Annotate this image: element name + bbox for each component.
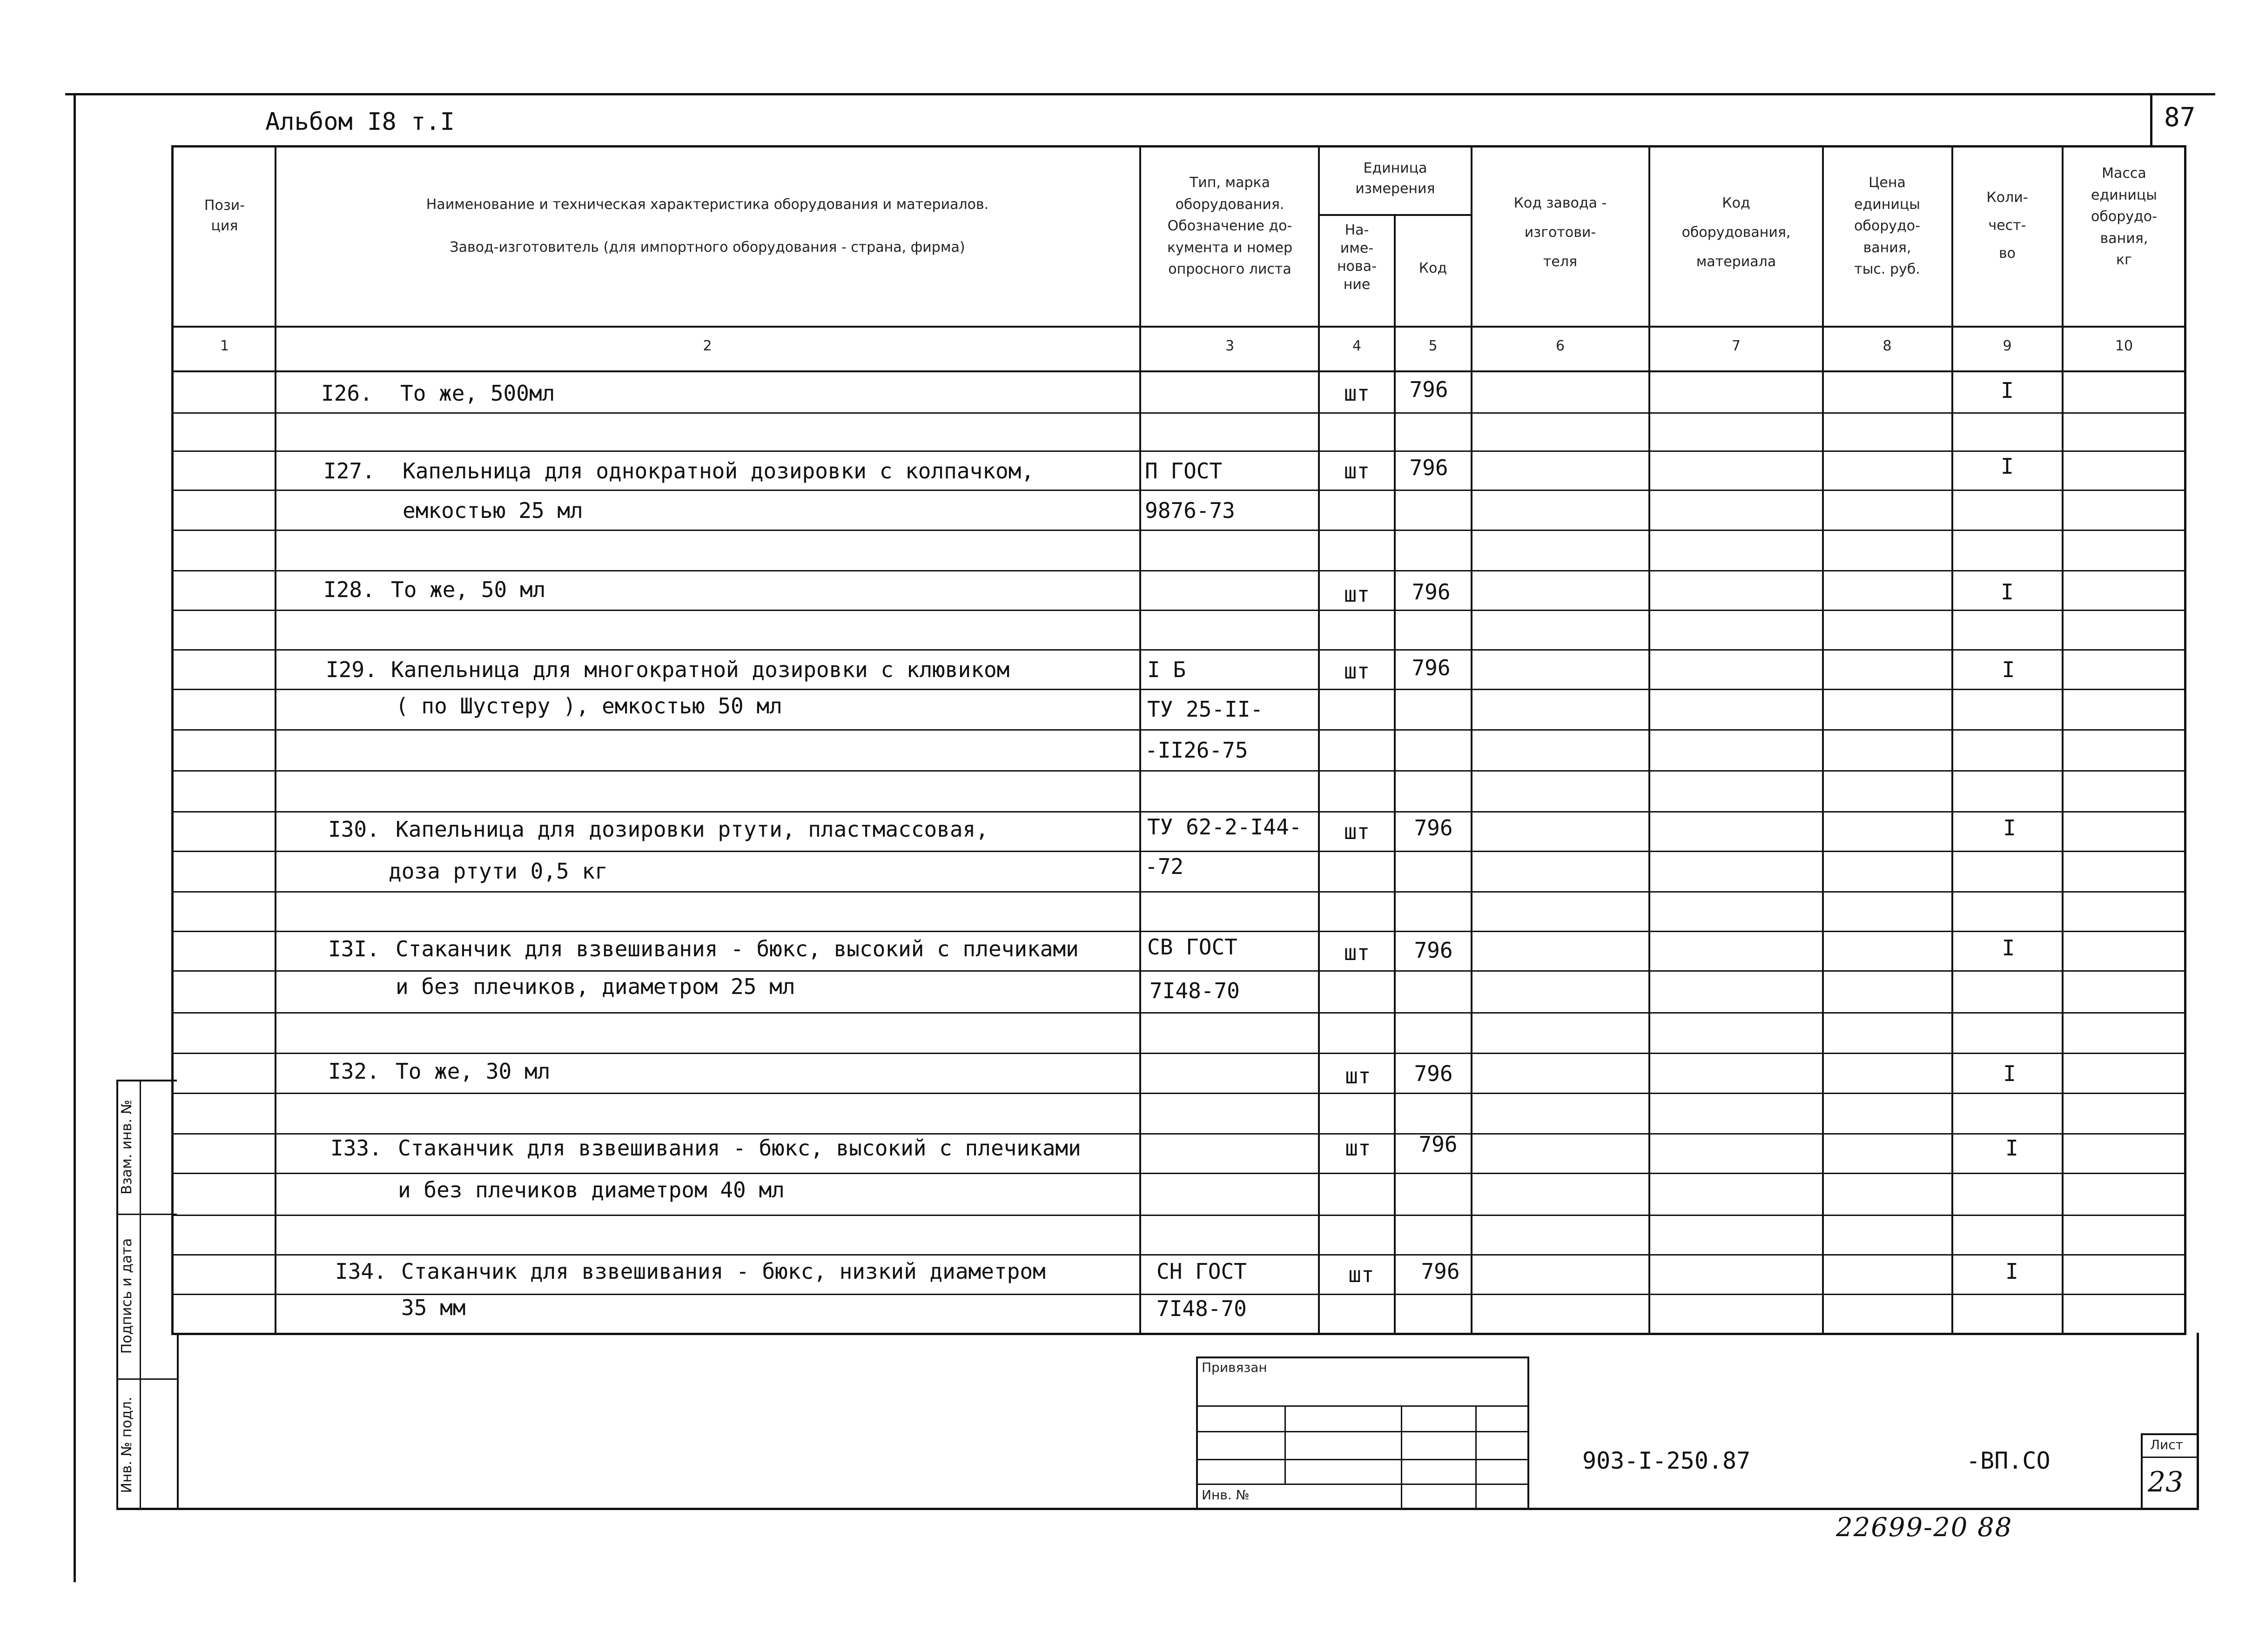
row-name: доза ртути 0,5 кг xyxy=(389,859,608,884)
row-unit: шт xyxy=(1344,582,1370,607)
page-number-divider xyxy=(2150,95,2152,147)
row-name: Стаканчик для взвешивания - бюкс, высокий с плечиками xyxy=(396,936,1079,961)
row-type: ТУ 25-II- xyxy=(1147,697,1264,722)
header-price: Цена единицы оборудо- вания, тыс. руб. xyxy=(1854,175,1920,277)
row-code: 796 xyxy=(1409,455,1448,480)
row-qty: I xyxy=(2001,454,2014,479)
col-divider-6 xyxy=(1648,145,1650,1335)
row-position: I34. xyxy=(335,1259,387,1284)
row-qty: I xyxy=(2001,378,2014,403)
col-divider-7 xyxy=(1822,145,1824,1335)
row-code: 796 xyxy=(1409,377,1448,402)
row-position: I30. xyxy=(328,817,380,842)
row-position: I32. xyxy=(328,1059,380,1084)
row-unit: шт xyxy=(1344,819,1370,844)
frame-left-line xyxy=(74,93,76,1582)
archive-number: 22699-20 88 xyxy=(1836,1512,2013,1543)
tb-col3 xyxy=(1475,1405,1477,1510)
sheet-number: 23 xyxy=(2148,1466,2184,1498)
row-line xyxy=(171,1215,2186,1216)
row-position: I29. xyxy=(326,657,377,682)
row-line xyxy=(171,1254,2186,1256)
row-name: емкостью 25 мл xyxy=(403,498,583,523)
row-unit: шт xyxy=(1344,940,1370,965)
table-right-border xyxy=(2184,145,2186,1335)
row-name: Капельница для многократной дозировки с клювиком xyxy=(391,657,1010,682)
page-number: 87 xyxy=(2164,102,2196,133)
header-unit: Единица измерения xyxy=(1355,160,1435,197)
tb-row2 xyxy=(1196,1431,1529,1432)
row-type: П ГОСТ xyxy=(1145,458,1223,484)
tb-col2 xyxy=(1401,1405,1402,1510)
row-unit: шт xyxy=(1344,458,1370,484)
row-code: 796 xyxy=(1414,815,1453,840)
row-line xyxy=(171,729,2186,731)
row-line xyxy=(171,490,2186,491)
row-type: СН ГОСТ xyxy=(1156,1259,1247,1284)
row-code: 796 xyxy=(1421,1259,1460,1284)
row-line xyxy=(171,1012,2186,1014)
col-divider-2 xyxy=(1139,145,1141,1335)
row-type: I Б xyxy=(1147,657,1186,682)
table-left-border xyxy=(171,145,174,1335)
header-type: Тип, марка оборудования. Обозначение до- кумента и номер опросного листа xyxy=(1167,175,1293,277)
row-unit: шт xyxy=(1344,381,1370,406)
col-number-3: 3 xyxy=(1225,338,1235,354)
row-qty: I xyxy=(2003,1061,2016,1086)
document-designation: 903-I-250.87 xyxy=(1582,1447,1751,1474)
col-number-10: 10 xyxy=(2115,338,2133,354)
header-factory-code: Код завода - изготови- теля xyxy=(1513,195,1607,270)
row-type: 9876-73 xyxy=(1145,498,1235,523)
col-divider-4 xyxy=(1394,214,1396,1335)
title-block-privyazan: Привязан xyxy=(1202,1360,1267,1375)
table-top-border xyxy=(171,145,2186,148)
album-label: Альбом I8 т.I xyxy=(265,108,455,136)
tb-row1 xyxy=(1196,1405,1529,1407)
row-position: I26. xyxy=(321,381,373,406)
side-stamp-podpis: Подпись и дата xyxy=(119,1238,135,1354)
lower-frame-bottom xyxy=(116,1508,2199,1510)
sheet-label: Лист xyxy=(2150,1437,2183,1452)
sheet-box-top xyxy=(2141,1433,2199,1435)
row-line xyxy=(171,570,2186,571)
row-name: Стаканчик для взвешивания - бюкс, высокий с плечиками xyxy=(398,1135,1081,1161)
row-position: I27. xyxy=(323,458,375,484)
row-line xyxy=(171,450,2186,452)
lower-frame-right xyxy=(2197,1333,2199,1510)
row-line xyxy=(171,931,2186,932)
row-type: 7I48-70 xyxy=(1150,978,1240,1003)
row-line xyxy=(171,610,2186,611)
row-line xyxy=(171,891,2186,893)
header-quantity: Коли- чест- во xyxy=(1986,189,2028,262)
side-stamp-left xyxy=(116,1080,118,1510)
row-line xyxy=(171,689,2186,690)
row-qty: I xyxy=(2005,1259,2018,1284)
row-line xyxy=(171,1133,2186,1135)
row-qty: I xyxy=(2005,1135,2018,1161)
row-name: То же, 30 мл xyxy=(396,1059,551,1084)
row-name: и без плечиков диаметром 40 мл xyxy=(398,1177,785,1202)
row-line xyxy=(171,770,2186,772)
header-unit-code: Код xyxy=(1419,260,1447,276)
row-unit: шт xyxy=(1345,1063,1371,1088)
header-name-line2: Завод-изготовитель (для импортного оборудования - страна, фирма) xyxy=(450,239,965,255)
col-number-1: 1 xyxy=(220,338,229,354)
tb-top xyxy=(1196,1357,1529,1358)
col-number-4: 4 xyxy=(1352,338,1362,354)
row-qty: I xyxy=(2001,579,2014,604)
row-unit: шт xyxy=(1348,1262,1374,1287)
row-name: Капельница для однократной дозировки с колпачком, xyxy=(403,458,1035,484)
row-code: 796 xyxy=(1414,1061,1453,1086)
header-unit-name: На- име- нова- ние xyxy=(1337,222,1377,293)
row-line xyxy=(171,851,2186,852)
tb-right xyxy=(1527,1357,1529,1510)
row-name: ( по Шустеру ), емкостью 50 мл xyxy=(396,693,782,719)
row-position: I3I. xyxy=(328,936,380,961)
document-suffix: -ВП.СО xyxy=(1966,1447,2051,1474)
row-line xyxy=(171,811,2186,813)
header-mass: Масса единицы оборудо- вания, кг xyxy=(2091,165,2157,268)
row-qty: I xyxy=(2002,935,2015,960)
row-type: ТУ 62-2-I44- xyxy=(1147,814,1302,839)
sheet-box-mid xyxy=(2141,1457,2199,1458)
table-bottom-border xyxy=(171,1333,2186,1335)
col-divider-1 xyxy=(275,145,276,1335)
col-number-8: 8 xyxy=(1882,338,1892,354)
numbers-bottom-line xyxy=(171,370,2186,372)
lower-frame-left xyxy=(177,1333,179,1510)
row-line xyxy=(171,1053,2186,1054)
row-type: -72 xyxy=(1145,854,1184,879)
row-code: 796 xyxy=(1412,579,1451,604)
frame-top-line xyxy=(65,93,2215,95)
row-line xyxy=(171,530,2186,531)
row-code: 796 xyxy=(1412,655,1451,680)
row-type: СВ ГОСТ xyxy=(1147,934,1237,960)
row-name: То же, 500мл xyxy=(400,381,555,406)
row-qty: I xyxy=(2003,815,2016,840)
col-number-7: 7 xyxy=(1731,338,1741,354)
title-block-inv: Инв. № xyxy=(1202,1487,1250,1503)
row-line xyxy=(171,1173,2186,1174)
side-stamp-mid xyxy=(140,1080,141,1510)
row-code: 796 xyxy=(1414,938,1453,963)
col-number-6: 6 xyxy=(1555,338,1565,354)
row-name: 35 мм xyxy=(401,1295,466,1320)
tb-row3 xyxy=(1196,1459,1529,1460)
row-code: 796 xyxy=(1419,1132,1458,1157)
header-name-line1: Наименование и техническая характеристика оборудования и материалов. xyxy=(426,196,989,213)
row-line xyxy=(171,970,2186,972)
tb-col1 xyxy=(1284,1405,1286,1484)
row-unit: шт xyxy=(1345,1135,1371,1161)
tb-row4 xyxy=(1196,1484,1529,1485)
unit-header-split xyxy=(1318,214,1472,216)
row-type: -II26-75 xyxy=(1145,738,1248,763)
row-position: I33. xyxy=(330,1135,382,1161)
col-divider-8 xyxy=(1951,145,1953,1335)
header-position: Пози- ция xyxy=(204,197,245,234)
row-type: 7I48-70 xyxy=(1156,1296,1247,1321)
row-line xyxy=(171,1093,2186,1094)
sheet-box-left xyxy=(2141,1433,2143,1510)
row-unit: шт xyxy=(1344,658,1370,684)
row-name: Стаканчик для взвешивания - бюкс, низкий диаметром xyxy=(401,1259,1046,1284)
side-stamp-vzam: Взам. инв. № xyxy=(119,1100,135,1195)
header-equipment-code: Код оборудования, материала xyxy=(1681,195,1791,270)
row-name: и без плечиков, диаметром 25 мл xyxy=(396,974,795,999)
row-line xyxy=(171,649,2186,651)
col-number-5: 5 xyxy=(1428,338,1438,354)
row-line xyxy=(171,1294,2186,1295)
side-stamp-top xyxy=(116,1080,177,1081)
tb-left xyxy=(1196,1357,1198,1510)
col-number-2: 2 xyxy=(703,338,712,354)
row-name: Капельница для дозировки ртути, пластмассовая, xyxy=(396,817,988,842)
row-qty: I xyxy=(2002,657,2015,682)
side-stamp-inv: Инв. № подл. xyxy=(119,1397,135,1493)
col-number-9: 9 xyxy=(2003,338,2012,354)
row-position: I28. xyxy=(323,577,375,602)
row-line xyxy=(171,412,2186,414)
row-name: То же, 50 мл xyxy=(391,577,546,602)
col-divider-3 xyxy=(1318,145,1320,1335)
header-bottom-line xyxy=(171,326,2186,328)
